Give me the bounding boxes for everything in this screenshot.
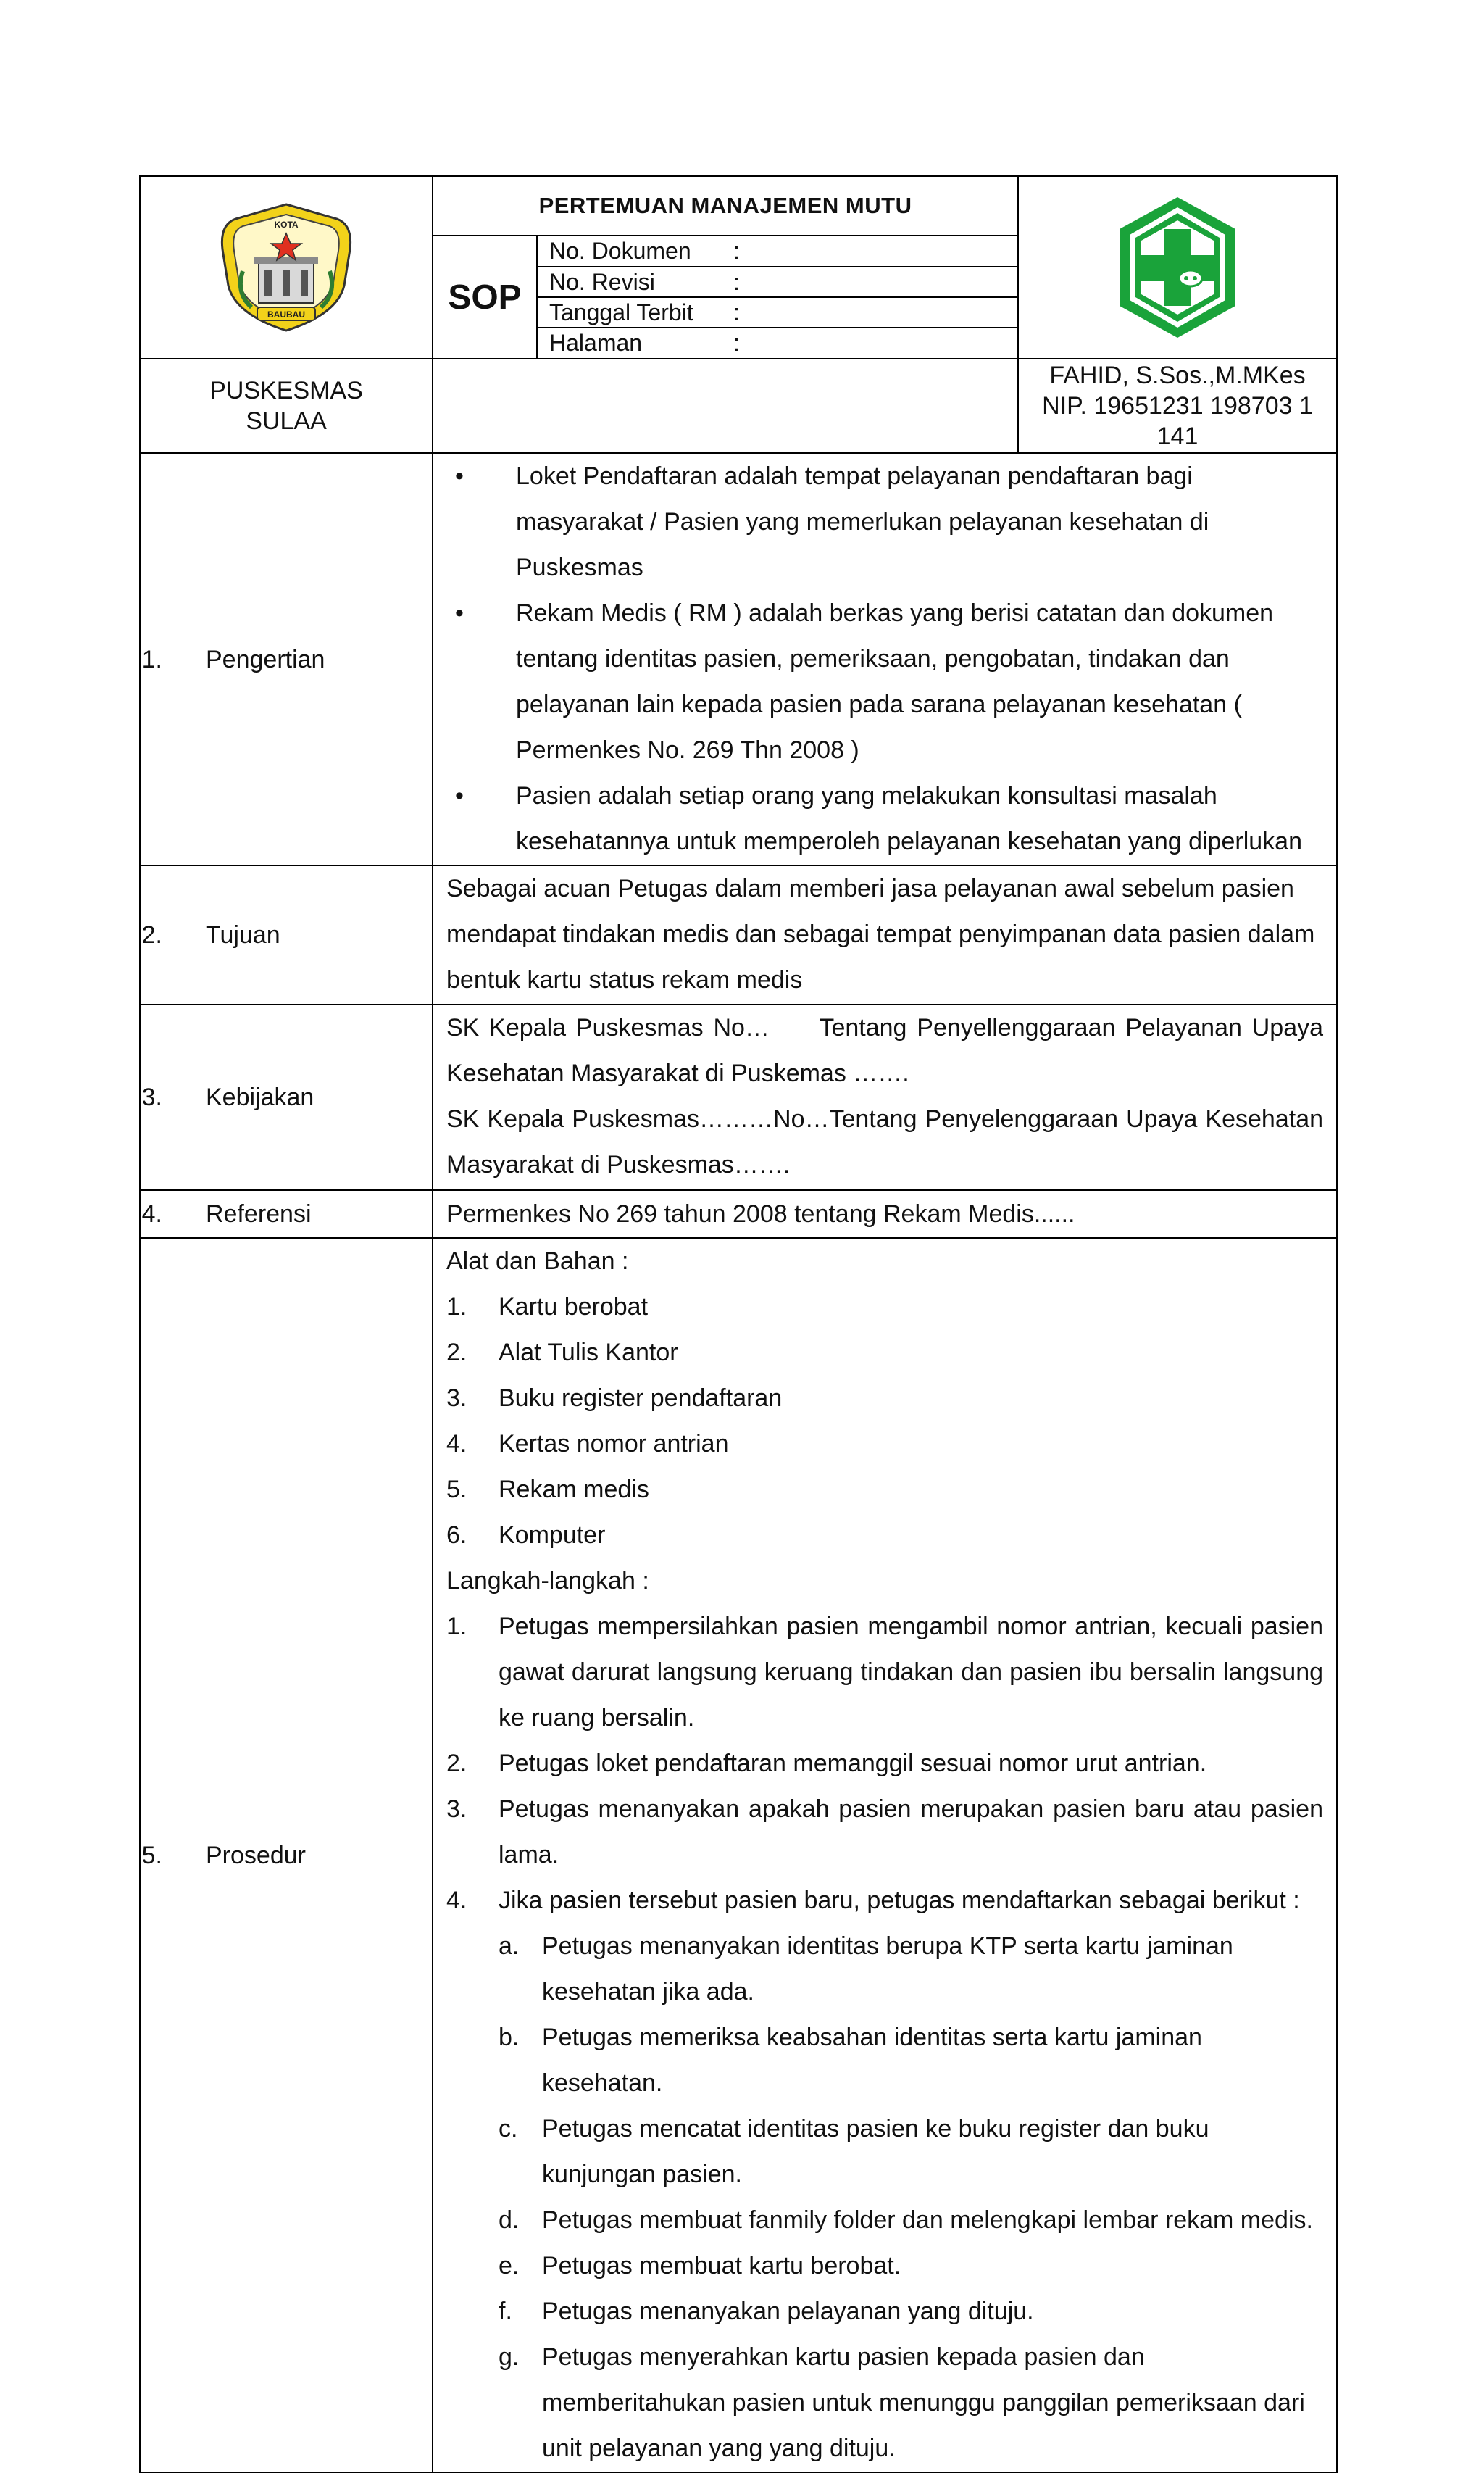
list-item-text: Petugas menyerahkan kartu pasien kepada pasien dan memberitahukan pasien untuk menunggu panggilan pemeriksaan dari unit pelayanan yang yang dituju.: [542, 2343, 1305, 2462]
list-item-text: Loket Pendaftaran adalah tempat pelayanan pendaftaran bagi masyarakat / Pasien yang memerlukan pelayanan kesehatan di Puskesmas: [516, 462, 1209, 581]
list-item: [446, 454, 1323, 591]
langkah-list: [446, 1604, 1323, 1924]
list-number: 6.: [446, 1521, 467, 1549]
list-item-text: Rekam Medis ( RM ) adalah berkas yang berisi catatan dan dokumen tentang identitas pasien, pemeriksaan, pengobatan, tindakan dan pelayanan lain kepada pasien pada sarana pelayanan kesehatan ( Permenkes No. 269 Thn 2008 ): [516, 599, 1274, 764]
list-item: [446, 1330, 1323, 1376]
kebijakan-content: [433, 1005, 1337, 1190]
meta-row-no-revisi: [538, 267, 1017, 297]
list-item-text: Alat Tulis Kantor: [499, 1339, 678, 1366]
list-item: [446, 2198, 1323, 2243]
list-number: 4.: [446, 1887, 467, 1914]
meta-value: :: [733, 267, 1017, 297]
org-cell: [140, 359, 433, 453]
list-item-text: Petugas memeriksa keabsahan identitas serta kartu jaminan kesehatan.: [542, 2024, 1202, 2097]
section-label-referensi: [140, 1190, 433, 1238]
kebijakan-line1: SK Kepala Puskesmas No… Tentang Penyellenggaraan Pelayanan Upaya Kesehatan Masyarakat di Puskemas …….: [446, 1014, 1330, 1087]
list-number: 4.: [446, 1430, 467, 1458]
list-item: [446, 1924, 1323, 2015]
row-pengertian: [140, 453, 1337, 865]
section-number: 5.: [141, 1841, 162, 1869]
list-item-text: Kartu berobat: [499, 1293, 649, 1321]
list-item-text: Buku register pendaftaran: [499, 1384, 783, 1412]
langkah-sub-list: [446, 1924, 1323, 2472]
row-kebijakan: [140, 1005, 1337, 1190]
list-item-text: Petugas mempersilahkan pasien mengambil nomor antrian, kecuali pasien gawat darurat langsung keruang tindakan dan pasien ibu bersalin langsung ke ruang bersalin.: [499, 1613, 1324, 1732]
row-referensi: [140, 1190, 1337, 1238]
list-number: 5.: [446, 1476, 467, 1503]
pengertian-list: [446, 454, 1323, 865]
list-item-text: Jika pasien tersebut pasien baru, petugas mendaftarkan sebagai berikut :: [499, 1887, 1300, 1914]
signer-name: FAHID, S.Sos.,M.MKes: [1049, 362, 1306, 389]
org-line1: PUSKESMAS: [209, 377, 363, 404]
org-row: [140, 359, 1337, 453]
sop-document: [139, 175, 1336, 2473]
list-letter: b.: [499, 2024, 520, 2051]
list-item: [446, 1421, 1323, 1467]
meta-value: :: [733, 297, 1017, 328]
section-number: 1.: [141, 645, 162, 673]
sop-label: SOP: [433, 236, 537, 359]
sop-table: [139, 175, 1338, 2473]
meta-row-tanggal-terbit: [538, 297, 1017, 328]
section-label: Pengertian: [206, 645, 325, 673]
list-letter: g.: [499, 2343, 520, 2371]
section-label-kebijakan: [140, 1005, 433, 1190]
list-item-text: Petugas loket pendaftaran memanggil sesuai nomor urut antrian.: [499, 1750, 1207, 1777]
list-letter: f.: [499, 2298, 512, 2325]
list-item: [446, 1878, 1323, 1924]
section-label: Tujuan: [206, 921, 280, 949]
puskesmas-logo-icon: [1105, 191, 1250, 344]
list-item: [446, 1741, 1323, 1787]
list-item: [446, 1376, 1323, 1421]
list-number: 1.: [446, 1293, 467, 1321]
list-item: [446, 1604, 1323, 1741]
list-item-text: Petugas mencatat identitas pasien ke buku register dan buku kunjungan pasien.: [542, 2115, 1209, 2188]
meta-value: :: [733, 328, 1017, 358]
meta-row-halaman: [538, 328, 1017, 358]
org-blank-cell: [433, 359, 1018, 453]
meta-cell: [537, 236, 1018, 359]
list-item-text: Petugas menanyakan apakah pasien merupakan pasien baru atau pasien lama.: [499, 1795, 1324, 1869]
pengertian-content: [433, 453, 1337, 865]
row-prosedur: [140, 1238, 1337, 2472]
list-item: [446, 1787, 1323, 1878]
langkah-heading: Langkah-langkah :: [446, 1567, 649, 1595]
list-number: 3.: [446, 1795, 467, 1823]
document-title: PERTEMUAN MANAJEMEN MUTU: [433, 176, 1018, 236]
meta-value: :: [733, 236, 1017, 267]
alat-heading: Alat dan Bahan :: [446, 1247, 629, 1275]
section-number: 4.: [141, 1200, 162, 1228]
org-line2: SULAA: [246, 407, 327, 435]
meta-label: No. Revisi: [538, 267, 733, 297]
signer-cell: [1018, 359, 1337, 453]
list-item-text: Petugas menanyakan identitas berupa KTP serta kartu jaminan kesehatan jika ada.: [542, 1932, 1233, 2006]
list-item: [446, 2289, 1323, 2335]
meta-table: [538, 236, 1017, 358]
list-item-text: Kertas nomor antrian: [499, 1430, 729, 1458]
emblem-text-bottom: BAUBAU: [267, 309, 305, 320]
list-number: 3.: [446, 1384, 467, 1412]
meta-row-no-dokumen: [538, 236, 1017, 267]
list-item: [446, 2106, 1323, 2198]
list-letter: a.: [499, 1932, 520, 1960]
list-item: [446, 1284, 1323, 1330]
list-item-text: Komputer: [499, 1521, 606, 1549]
signer-nip: NIP. 19651231 198703 1 141: [1042, 392, 1313, 450]
list-item-text: Rekam medis: [499, 1476, 649, 1503]
section-label: Kebijakan: [206, 1084, 314, 1111]
alat-list: [446, 1284, 1323, 1558]
list-letter: d.: [499, 2206, 520, 2234]
section-label: Referensi: [206, 1200, 312, 1228]
list-number: 1.: [446, 1613, 467, 1640]
city-emblem-icon: [214, 199, 359, 336]
prosedur-content: [433, 1238, 1337, 2472]
referensi-content: Permenkes No 269 tahun 2008 tentang Rekam Medis......: [433, 1190, 1337, 1238]
list-letter: c.: [499, 2115, 518, 2142]
list-number: 2.: [446, 1750, 467, 1777]
list-item: [446, 591, 1323, 773]
meta-label: Tanggal Terbit: [538, 297, 733, 328]
bullet-icon: •: [455, 462, 464, 490]
tujuan-content: Sebagai acuan Petugas dalam memberi jasa pelayanan awal sebelum pasien mendapat tindakan medis dan sebagai tempat penyimpanan data pasien dalam bentuk kartu status rekam medis: [433, 865, 1337, 1005]
section-number: 2.: [141, 921, 162, 949]
list-number: 2.: [446, 1339, 467, 1366]
section-label-prosedur: [140, 1238, 433, 2472]
list-item-text: Petugas membuat kartu berobat.: [542, 2252, 901, 2279]
section-label: Prosedur: [206, 1841, 306, 1869]
kebijakan-line2: SK Kepala Puskesmas………No…Tentang Penyelenggaraan Upaya Kesehatan Masyarakat di Puskesmas…….: [446, 1105, 1324, 1179]
list-item-text: Petugas menanyakan pelayanan yang dituju.: [542, 2298, 1034, 2325]
list-item-text: Petugas membuat fanmily folder dan melengkapi lembar rekam medis.: [542, 2206, 1313, 2234]
meta-label: Halaman: [538, 328, 733, 358]
section-number: 3.: [141, 1084, 162, 1111]
section-label-tujuan: [140, 865, 433, 1005]
list-item: [446, 2335, 1323, 2472]
list-item-text: Pasien adalah setiap orang yang melakukan konsultasi masalah kesehatannya untuk memperoleh pelayanan kesehatan yang diperlukan: [516, 782, 1302, 855]
list-item: [446, 2015, 1323, 2106]
bullet-icon: •: [455, 782, 464, 810]
logo-right-cell: [1018, 176, 1337, 359]
list-letter: e.: [499, 2252, 520, 2279]
meta-label: No. Dokumen: [538, 236, 733, 267]
section-label-pengertian: [140, 453, 433, 865]
list-item: [446, 1513, 1323, 1558]
bullet-icon: •: [455, 599, 464, 627]
logo-left-cell: [140, 176, 433, 359]
list-item: [446, 1467, 1323, 1513]
emblem-text-top: KOTA: [274, 220, 299, 230]
header-title-row: [140, 176, 1337, 236]
list-item: [446, 2243, 1323, 2289]
list-item: [446, 773, 1323, 865]
row-tujuan: [140, 865, 1337, 1005]
